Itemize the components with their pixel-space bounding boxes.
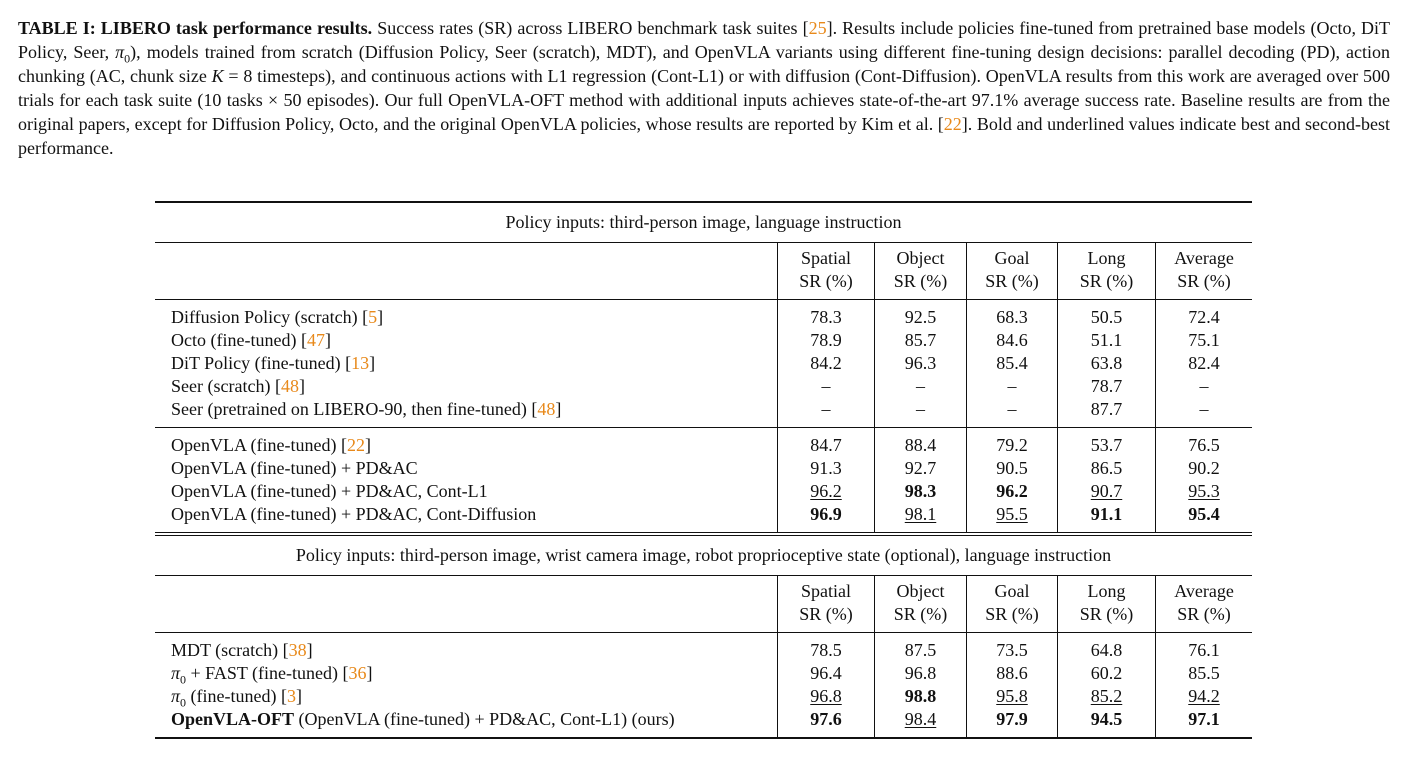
header-method-cell — [155, 576, 778, 633]
method-bold-name: OpenVLA-OFT — [171, 709, 295, 729]
citation-link[interactable]: 36 — [348, 663, 367, 683]
citation-link[interactable]: 48 — [280, 376, 299, 396]
method-name: $\pi_0$ (fine-tuned) [3] — [171, 686, 302, 710]
header-average: Average SR (%) — [1156, 243, 1253, 300]
best-value: 97.6 — [810, 709, 842, 729]
table-row — [155, 662, 1252, 685]
header-object: Object SR (%) — [875, 243, 967, 300]
table-row — [155, 375, 1252, 398]
citation-link[interactable]: 22 — [346, 435, 365, 455]
value-cell: 82.4 — [1156, 352, 1253, 375]
value-cell: 96.4 — [778, 662, 875, 685]
table-row — [155, 708, 1252, 738]
value-cell: 76.5 — [1156, 428, 1253, 458]
value-cell: 78.3 — [778, 300, 875, 330]
table-row — [155, 480, 1252, 503]
value-cell — [778, 685, 875, 708]
table-row — [155, 329, 1252, 352]
value-cell: 85.7 — [875, 329, 967, 352]
value-cell: 87.7 — [1058, 398, 1156, 428]
chunk-size-symbol: K — [211, 66, 224, 86]
caption-text: ), models trained from scratch (Diffusion Policy, Seer (scratch), MDT), and OpenVLA variants using different fine-tuning design decisions: parallel decoding (PD), action chunking (AC, chunk size — [18, 42, 1390, 86]
method-name: OpenVLA (fine-tuned) [22] — [171, 435, 371, 455]
section1-title: Policy inputs: third-person image, language instruction — [505, 212, 902, 232]
second-best-value: 96.2 — [810, 481, 842, 501]
value-cell: 90.5 — [967, 457, 1058, 480]
method-name: OpenVLA (fine-tuned) + PD&AC, Cont-Diffusion — [171, 504, 537, 524]
value-cell: 92.7 — [875, 457, 967, 480]
value-cell: 76.1 — [1156, 633, 1253, 663]
value-cell — [875, 708, 967, 738]
section-title-row — [155, 534, 1252, 576]
table-row — [155, 457, 1252, 480]
best-value: 95.4 — [1188, 504, 1220, 524]
header-long: Long SR (%) — [1058, 576, 1156, 633]
value-cell — [967, 480, 1058, 503]
method-name: OpenVLA (fine-tuned) + PD&AC — [171, 458, 418, 478]
value-cell — [1058, 708, 1156, 738]
method-name: Seer (pretrained on LIBERO-90, then fine-tuned) [48] — [171, 399, 562, 419]
header-method-cell — [155, 243, 778, 300]
value-cell: – — [967, 398, 1058, 428]
citation-link[interactable]: 5 — [368, 307, 378, 327]
citation-link[interactable]: 22 — [943, 114, 962, 134]
value-cell — [1156, 480, 1253, 503]
value-cell: – — [778, 398, 875, 428]
method-name: Octo (fine-tuned) [47] — [171, 330, 331, 350]
value-cell — [875, 480, 967, 503]
header-spatial: Spatial SR (%) — [778, 576, 875, 633]
value-cell: 87.5 — [875, 633, 967, 663]
value-cell: 78.7 — [1058, 375, 1156, 398]
best-value: 98.8 — [904, 686, 937, 706]
value-cell: 90.2 — [1156, 457, 1253, 480]
value-cell: 88.4 — [875, 428, 967, 458]
citation-link[interactable]: 48 — [537, 399, 556, 419]
value-cell: – — [875, 398, 967, 428]
value-cell: 85.5 — [1156, 662, 1253, 685]
best-value: 94.5 — [1090, 709, 1123, 729]
value-cell: 88.6 — [967, 662, 1058, 685]
results-table — [155, 201, 1252, 739]
value-cell: 78.5 — [778, 633, 875, 663]
value-cell: 73.5 — [967, 633, 1058, 663]
value-cell: 51.1 — [1058, 329, 1156, 352]
header-goal: Goal SR (%) — [967, 243, 1058, 300]
value-cell: 85.4 — [967, 352, 1058, 375]
value-cell — [875, 503, 967, 534]
table-row — [155, 633, 1252, 663]
method-name: Seer (scratch) [48] — [171, 376, 305, 396]
value-cell: 86.5 — [1058, 457, 1156, 480]
value-cell: – — [967, 375, 1058, 398]
value-cell: 92.5 — [875, 300, 967, 330]
pi-symbol: π — [115, 42, 125, 62]
value-cell: 68.3 — [967, 300, 1058, 330]
pi-symbol: π — [171, 686, 181, 706]
citation-link[interactable]: 13 — [351, 353, 370, 373]
caption-text: = 8 timesteps), and continuous actions with L1 regression (Cont-L1) or with diffusion (Cont-Diffusion). OpenVLA results from this work are averaged over 500 trials for each task suite (10 tasks × 50 episodes). Our full OpenVLA-OFT method with additional inputs achieves state-of-the-art 97.1% average success rate. Baseline results are from the original papers, except for Diffusion Policy, Octo, and the original OpenVLA policies, whose results are reported by Kim et al. [ — [18, 66, 1390, 134]
value-cell — [1156, 685, 1253, 708]
header-spatial: Spatial SR (%) — [778, 243, 875, 300]
header-goal: Goal SR (%) — [967, 576, 1058, 633]
value-cell — [1156, 708, 1253, 738]
best-value: 98.3 — [904, 481, 937, 501]
value-cell: 78.9 — [778, 329, 875, 352]
header-row — [155, 576, 1252, 633]
value-cell: 84.2 — [778, 352, 875, 375]
value-cell: – — [1156, 375, 1253, 398]
table-row — [155, 352, 1252, 375]
second-best-value: 85.2 — [1090, 686, 1123, 706]
pi-subscript: 0 — [124, 51, 131, 66]
value-cell: 64.8 — [1058, 633, 1156, 663]
value-cell — [967, 503, 1058, 534]
caption-heading: TABLE I: LIBERO task performance results. — [18, 18, 373, 38]
second-best-value: 90.7 — [1090, 481, 1123, 501]
value-cell: 53.7 — [1058, 428, 1156, 458]
method-name: DiT Policy (fine-tuned) [13] — [171, 353, 376, 373]
method-name: $\pi_0$ + FAST (fine-tuned) [36] — [171, 663, 373, 687]
table-row — [155, 300, 1252, 330]
section2-title: Policy inputs: third-person image, wrist camera image, robot proprioceptive state (optional), language instruction — [295, 545, 1112, 565]
value-cell: 96.3 — [875, 352, 967, 375]
best-value: 96.2 — [996, 481, 1028, 501]
citation-link[interactable]: 25 — [808, 18, 827, 38]
value-cell: 96.8 — [875, 662, 967, 685]
caption-text: ]. Results include policies fine-tuned from pretrained base models (Octo, DiT Policy, Seer, — [18, 18, 1391, 62]
pi-symbol: π — [171, 663, 181, 683]
method-name: MDT (scratch) [38] — [171, 640, 313, 660]
table-caption — [18, 16, 1390, 160]
value-cell — [778, 503, 875, 534]
table-row — [155, 398, 1252, 428]
second-best-value: 95.5 — [996, 504, 1028, 524]
header-long: Long SR (%) — [1058, 243, 1156, 300]
value-cell — [778, 480, 875, 503]
citation-link[interactable]: 47 — [306, 330, 325, 350]
second-best-value: 98.1 — [904, 504, 937, 524]
value-cell — [1058, 503, 1156, 534]
citation-link[interactable]: 3 — [286, 686, 296, 706]
method-name: OpenVLA (fine-tuned) + PD&AC, Cont-L1 — [171, 481, 488, 501]
value-cell: – — [1156, 398, 1253, 428]
best-value: 97.9 — [996, 709, 1028, 729]
value-cell: 84.7 — [778, 428, 875, 458]
value-cell: 50.5 — [1058, 300, 1156, 330]
value-cell: 63.8 — [1058, 352, 1156, 375]
header-row — [155, 243, 1252, 300]
caption-text: Success rates (SR) across LIBERO benchmark task suites [ — [372, 18, 809, 38]
value-cell — [778, 708, 875, 738]
second-best-value: 95.8 — [996, 686, 1028, 706]
best-value: 96.9 — [810, 504, 842, 524]
value-cell — [1058, 685, 1156, 708]
citation-link[interactable]: 38 — [288, 640, 307, 660]
value-cell: 75.1 — [1156, 329, 1253, 352]
value-cell — [1156, 503, 1253, 534]
second-best-value: 95.3 — [1188, 481, 1220, 501]
best-value: 91.1 — [1090, 504, 1123, 524]
caption-text: ]. Bold and underlined values indicate best and second-best performance. — [18, 114, 1390, 158]
header-average: Average SR (%) — [1156, 576, 1253, 633]
second-best-value: 98.4 — [904, 709, 937, 729]
value-cell: 60.2 — [1058, 662, 1156, 685]
table-row — [155, 685, 1252, 708]
table-row — [155, 428, 1252, 458]
section-title-row — [155, 202, 1252, 243]
value-cell: – — [778, 375, 875, 398]
value-cell: – — [875, 375, 967, 398]
value-cell — [967, 708, 1058, 738]
value-cell — [1058, 480, 1156, 503]
value-cell — [967, 685, 1058, 708]
value-cell: 72.4 — [1156, 300, 1253, 330]
value-cell: 84.6 — [967, 329, 1058, 352]
second-best-value: 96.8 — [810, 686, 842, 706]
method-name: OpenVLA-OFT (OpenVLA (fine-tuned) + PD&AC, Cont-L1) (ours) — [171, 709, 675, 729]
method-name: Diffusion Policy (scratch) [5] — [171, 307, 384, 327]
second-best-value: 94.2 — [1188, 686, 1220, 706]
table-row — [155, 503, 1252, 534]
value-cell: 91.3 — [778, 457, 875, 480]
value-cell: 79.2 — [967, 428, 1058, 458]
best-value: 97.1 — [1188, 709, 1220, 729]
header-object: Object SR (%) — [875, 576, 967, 633]
value-cell — [875, 685, 967, 708]
